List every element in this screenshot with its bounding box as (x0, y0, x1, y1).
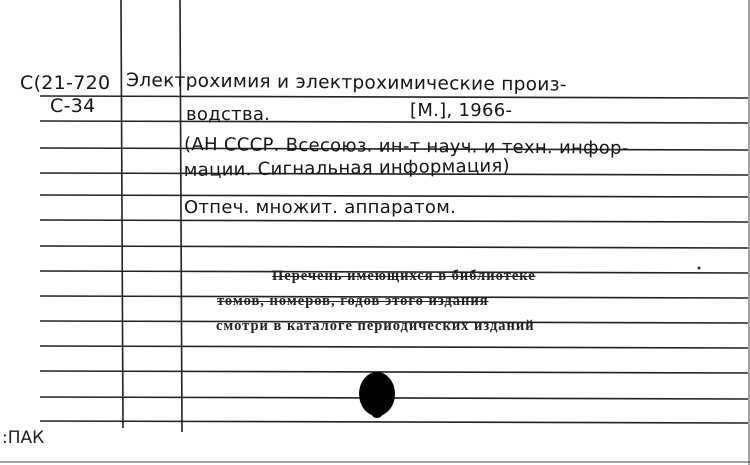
horizontal-rule (40, 96, 748, 98)
stamp-line-3: смотри в каталоге периодических изданий (216, 318, 535, 334)
vertical-rule-left (121, 0, 123, 428)
reproduction-note: Отпеч. множит. аппаратом. (184, 197, 457, 218)
horizontal-rule (40, 220, 748, 222)
horizontal-rule (40, 346, 748, 348)
horizontal-rule (40, 121, 748, 123)
horizontal-rule (40, 371, 748, 373)
series-line-2: мации. Сигнальная информация) (183, 155, 511, 181)
stamp-line-1: Перечень имеющихся в библиотеке (272, 268, 536, 284)
horizontal-rule (40, 246, 748, 248)
series-line-1: (АН СССР. Всесоюз. ин-т науч. и техн. инфор- (184, 134, 629, 159)
shelf-mark: C-34 (50, 95, 96, 117)
ink-dot (698, 267, 701, 270)
horizontal-rule (40, 421, 748, 423)
title-line-1: Электрохимия и электрохимические произ- (126, 70, 567, 96)
punch-hole-notch (371, 404, 383, 418)
imprint: [М.], 1966- (410, 100, 513, 121)
bottom-mark: :ПАК (2, 428, 45, 448)
title-line-2: водства. (186, 104, 271, 125)
stamp-line-2: томов, номеров, годов этого издания (217, 293, 489, 309)
vertical-rule-right (180, 0, 182, 432)
call-number: C(21-720 (20, 72, 111, 94)
